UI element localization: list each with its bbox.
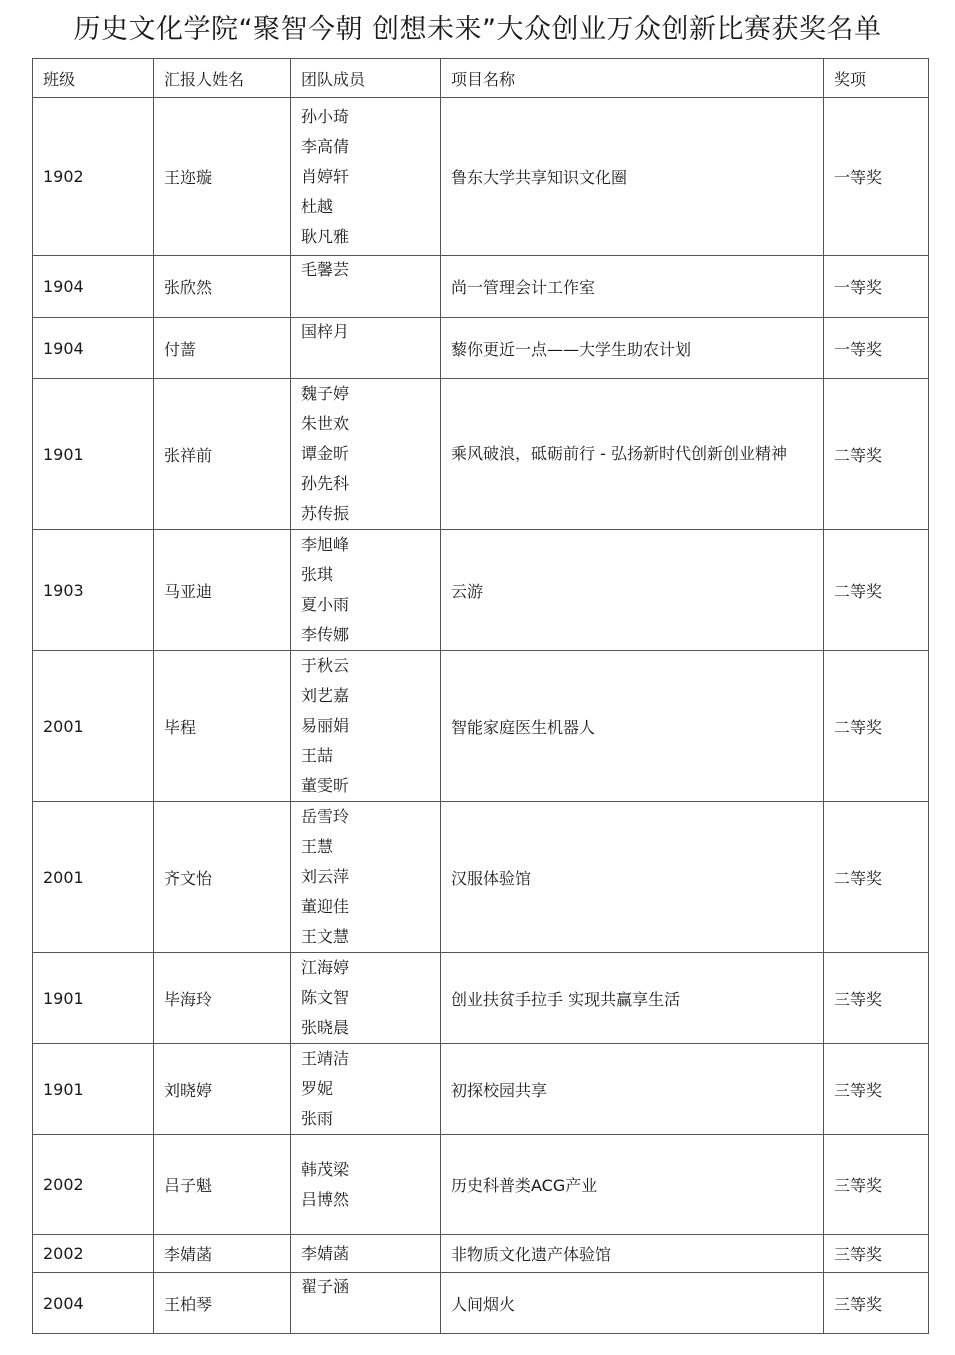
table-row bbox=[33, 1273, 929, 1334]
reporter-cell: 马亚迪 bbox=[154, 530, 291, 651]
class-cell: 1901 bbox=[33, 379, 154, 530]
member-name: 于秋云 bbox=[301, 656, 350, 675]
member-name: 罗妮 bbox=[301, 1079, 334, 1098]
member-name: 李旭峰 bbox=[301, 535, 350, 554]
member-name: 王慧 bbox=[301, 837, 334, 856]
table-row bbox=[33, 953, 929, 1044]
class-cell: 1901 bbox=[33, 1044, 154, 1135]
table-row bbox=[33, 802, 929, 953]
class-cell: 2001 bbox=[33, 802, 154, 953]
table-header-row bbox=[33, 59, 929, 98]
table-row bbox=[33, 98, 929, 256]
member-name: 王文慧 bbox=[301, 927, 350, 946]
project-cell: 创业扶贫手拉手 实现共赢享生活 bbox=[441, 953, 824, 1044]
project-cell: 汉服体验馆 bbox=[441, 802, 824, 953]
project-cell: 初探校园共享 bbox=[441, 1044, 824, 1135]
reporter-cell: 王迩璇 bbox=[154, 98, 291, 256]
table-row bbox=[33, 530, 929, 651]
project-cell: 智能家庭医生机器人 bbox=[441, 651, 824, 802]
member-name: 岳雪玲 bbox=[301, 807, 350, 826]
award-cell: 二等奖 bbox=[824, 379, 929, 530]
member-name: 毛馨芸 bbox=[301, 260, 350, 279]
member-name: 张雨 bbox=[301, 1109, 334, 1128]
members-cell bbox=[291, 1044, 441, 1135]
member-name: 李传娜 bbox=[301, 625, 350, 644]
member-name: 董迎佳 bbox=[301, 897, 350, 916]
reporter-cell: 张祥前 bbox=[154, 379, 291, 530]
member-name: 苏传振 bbox=[301, 504, 350, 523]
member-name: 刘艺嘉 bbox=[301, 686, 350, 705]
table-row bbox=[33, 1135, 929, 1235]
reporter-cell: 吕子魁 bbox=[154, 1135, 291, 1235]
document-title: 历史文化学院“聚智今朝 创想未来”大众创业万众创新比赛获奖名单 bbox=[73, 14, 882, 45]
table-row bbox=[33, 651, 929, 802]
table-row bbox=[33, 379, 929, 530]
reporter-cell: 毕程 bbox=[154, 651, 291, 802]
member-name: 孙先科 bbox=[301, 474, 350, 493]
members-cell bbox=[291, 953, 441, 1044]
class-cell: 1904 bbox=[33, 318, 154, 379]
members-cell bbox=[291, 1235, 441, 1273]
member-name: 刘云萍 bbox=[301, 867, 350, 886]
member-name: 陈文智 bbox=[301, 988, 350, 1007]
header-project: 项目名称 bbox=[441, 59, 824, 98]
member-name: 张晓晨 bbox=[301, 1018, 350, 1037]
member-name: 张琪 bbox=[301, 565, 334, 584]
class-cell: 2004 bbox=[33, 1273, 154, 1334]
member-name: 肖婷轩 bbox=[301, 166, 350, 186]
members-cell bbox=[291, 256, 441, 318]
members-cell bbox=[291, 318, 441, 379]
project-cell: 藜你更近一点——大学生助农计划 bbox=[441, 318, 824, 379]
header-members: 团队成员 bbox=[291, 59, 441, 98]
table-row bbox=[33, 1044, 929, 1135]
award-cell: 一等奖 bbox=[824, 318, 929, 379]
project-cell: 尚一管理会计工作室 bbox=[441, 256, 824, 318]
members-cell bbox=[291, 530, 441, 651]
member-name: 王喆 bbox=[301, 746, 334, 765]
member-name: 耿凡雅 bbox=[301, 226, 350, 246]
reporter-cell: 齐文怡 bbox=[154, 802, 291, 953]
table-row bbox=[33, 1235, 929, 1273]
class-cell: 1903 bbox=[33, 530, 154, 651]
award-cell: 一等奖 bbox=[824, 256, 929, 318]
member-name: 李高倩 bbox=[301, 136, 350, 156]
project-cell: 人间烟火 bbox=[441, 1273, 824, 1334]
member-name: 董雯昕 bbox=[301, 776, 350, 795]
member-name: 谭金昕 bbox=[301, 444, 350, 463]
member-name: 吕博然 bbox=[301, 1189, 350, 1209]
class-cell: 2002 bbox=[33, 1235, 154, 1273]
award-cell: 二等奖 bbox=[824, 802, 929, 953]
reporter-cell: 付蔷 bbox=[154, 318, 291, 379]
reporter-cell: 毕海玲 bbox=[154, 953, 291, 1044]
class-cell: 1901 bbox=[33, 953, 154, 1044]
award-cell: 二等奖 bbox=[824, 651, 929, 802]
award-cell: 二等奖 bbox=[824, 530, 929, 651]
member-name: 韩茂梁 bbox=[301, 1159, 350, 1179]
member-name: 孙小琦 bbox=[301, 106, 350, 126]
members-cell bbox=[291, 802, 441, 953]
member-name: 杜越 bbox=[301, 196, 334, 216]
members-cell bbox=[291, 1135, 441, 1235]
award-cell: 三等奖 bbox=[824, 953, 929, 1044]
reporter-cell: 张欣然 bbox=[154, 256, 291, 318]
member-name: 翟子涵 bbox=[301, 1277, 350, 1296]
class-cell: 1904 bbox=[33, 256, 154, 318]
project-cell: 历史科普类ACG产业 bbox=[441, 1135, 824, 1235]
award-cell: 三等奖 bbox=[824, 1044, 929, 1135]
member-name: 王靖洁 bbox=[301, 1049, 350, 1068]
project-cell: 鲁东大学共享知识文化圈 bbox=[441, 98, 824, 256]
header-class: 班级 bbox=[33, 59, 154, 98]
table-row bbox=[33, 318, 929, 379]
member-name: 李婧菡 bbox=[301, 1243, 350, 1263]
member-name: 朱世欢 bbox=[301, 414, 350, 433]
members-cell bbox=[291, 379, 441, 530]
members-cell bbox=[291, 651, 441, 802]
class-cell: 1902 bbox=[33, 98, 154, 256]
award-cell: 三等奖 bbox=[824, 1235, 929, 1273]
award-cell: 一等奖 bbox=[824, 98, 929, 256]
member-name: 易丽娟 bbox=[301, 716, 350, 735]
header-award: 奖项 bbox=[824, 59, 929, 98]
member-name: 江海婷 bbox=[301, 958, 350, 977]
member-name: 魏子婷 bbox=[301, 384, 350, 403]
reporter-cell: 李婧菡 bbox=[154, 1235, 291, 1273]
class-cell: 2002 bbox=[33, 1135, 154, 1235]
header-reporter: 汇报人姓名 bbox=[154, 59, 291, 98]
reporter-cell: 王柏琴 bbox=[154, 1273, 291, 1334]
award-cell: 三等奖 bbox=[824, 1273, 929, 1334]
award-table bbox=[32, 58, 929, 1334]
member-name: 国梓月 bbox=[301, 322, 350, 341]
reporter-cell: 刘晓婷 bbox=[154, 1044, 291, 1135]
member-name: 夏小雨 bbox=[301, 595, 350, 614]
class-cell: 2001 bbox=[33, 651, 154, 802]
table-row bbox=[33, 256, 929, 318]
project-cell: 非物质文化遗产体验馆 bbox=[441, 1235, 824, 1273]
members-cell bbox=[291, 98, 441, 256]
project-cell: 云游 bbox=[441, 530, 824, 651]
members-cell bbox=[291, 1273, 441, 1334]
award-cell: 三等奖 bbox=[824, 1135, 929, 1235]
project-cell: 乘风破浪，砥砺前行 - 弘扬新时代创新创业精神 bbox=[441, 379, 824, 530]
